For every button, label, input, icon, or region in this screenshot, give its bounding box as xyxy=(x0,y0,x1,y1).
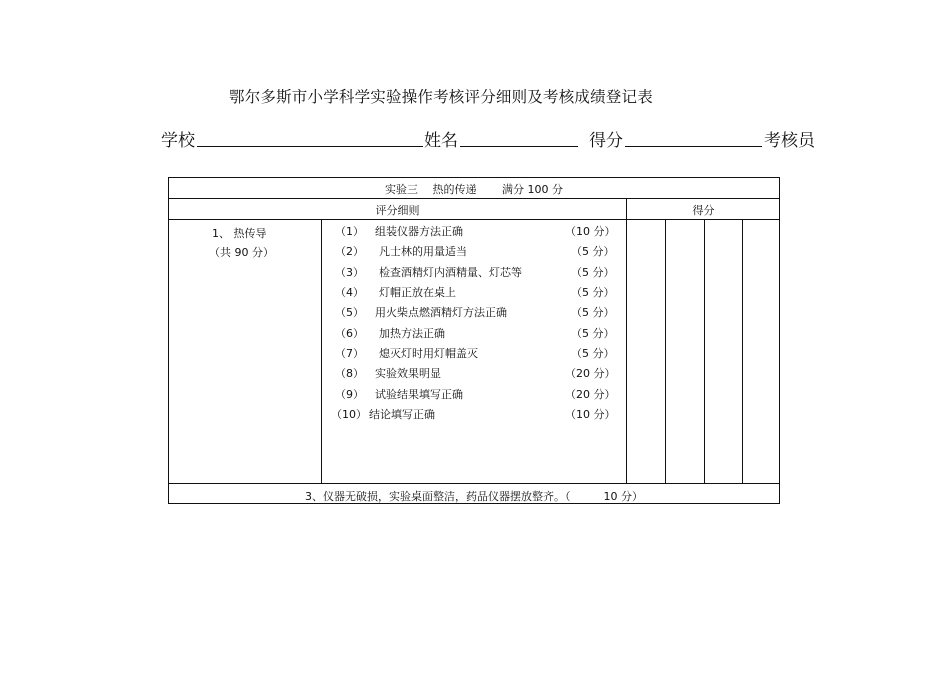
criteria-header: 评分细则 xyxy=(375,204,420,217)
name-label: 姓名 xyxy=(424,131,458,151)
table-rule xyxy=(665,219,666,483)
item-points: （5 分） xyxy=(571,347,615,360)
footer-criterion: 3、仪器无破损，实验桌面整洁，药品仪器摆放整齐。（ 10 分） xyxy=(305,490,643,503)
table-rule xyxy=(169,483,779,484)
item-name: 试验结果填写正确 xyxy=(375,388,463,401)
score-table xyxy=(168,177,780,504)
examiner-label: 考核员 xyxy=(764,131,815,151)
item-points: （5 分） xyxy=(571,266,615,279)
item-number: （2） xyxy=(335,245,364,258)
school-field[interactable] xyxy=(197,146,423,147)
item-points: （5 分） xyxy=(571,245,615,258)
page-title: 鄂尔多斯市小学科学实验操作考核评分细则及考核成绩登记表 xyxy=(229,88,653,106)
score-header: 得分 xyxy=(692,204,715,217)
table-rule xyxy=(321,219,322,483)
item-name: 检查酒精灯内酒精量、灯芯等 xyxy=(379,266,522,279)
experiment-header: 实验三 热的传递 满分 100 分 xyxy=(385,183,563,196)
school-label: 学校 xyxy=(161,131,195,151)
section-title: 1、 热传导 xyxy=(212,227,267,240)
item-points: （10 分） xyxy=(565,225,616,238)
score-label: 得分 xyxy=(589,131,623,151)
table-rule xyxy=(169,219,779,220)
item-number: （9） xyxy=(335,388,364,401)
item-name: 用火柴点燃酒精灯方法正确 xyxy=(375,306,507,319)
table-rule xyxy=(704,219,705,483)
item-number: （10） xyxy=(331,408,367,421)
name-field[interactable] xyxy=(460,146,578,147)
table-rule xyxy=(169,198,779,199)
item-points: （5 分） xyxy=(571,327,615,340)
table-rule xyxy=(742,219,743,483)
table-rule xyxy=(626,198,627,483)
item-points: （20 分） xyxy=(565,388,616,401)
item-number: （3） xyxy=(335,266,364,279)
item-number: （7） xyxy=(335,347,364,360)
item-points: （5 分） xyxy=(571,286,615,299)
item-number: （4） xyxy=(335,286,364,299)
score-field[interactable] xyxy=(625,146,762,147)
item-number: （8） xyxy=(335,367,364,380)
item-name: 实验效果明显 xyxy=(375,367,441,380)
item-name: 凡士林的用量适当 xyxy=(379,245,467,258)
item-name: 灯帽正放在桌上 xyxy=(379,286,456,299)
item-name: 熄灭灯时用灯帽盖灭 xyxy=(379,347,478,360)
item-number: （1） xyxy=(335,225,364,238)
item-name: 结论填写正确 xyxy=(369,408,435,421)
item-number: （6） xyxy=(335,327,364,340)
item-points: （10 分） xyxy=(565,408,616,421)
item-number: （5） xyxy=(335,306,364,319)
item-name: 加热方法正确 xyxy=(379,327,445,340)
item-points: （5 分） xyxy=(571,306,615,319)
item-points: （20 分） xyxy=(565,367,616,380)
section-subtitle: （共 90 分） xyxy=(209,246,274,259)
item-name: 组装仪器方法正确 xyxy=(375,225,463,238)
